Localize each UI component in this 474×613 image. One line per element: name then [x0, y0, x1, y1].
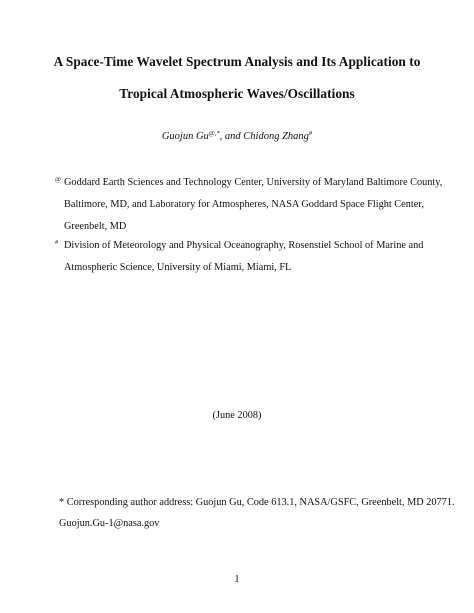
- author-2-affiliation-marks: #: [308, 130, 313, 137]
- author-name-2: Chidong Zhang: [243, 131, 309, 142]
- author-name-1: Guojun Gu: [161, 131, 209, 142]
- page-number: 1: [234, 574, 240, 585]
- affiliation-2-text-1: Division of Meteorology and Physical Oceanography, Rosenstiel School of Marine and: [64, 240, 424, 251]
- affiliation-1: [54, 176, 443, 242]
- affiliation-1-text-3: Greenbelt, MD: [64, 221, 127, 232]
- paper-title-line-1: A Space-Time Wavelet Spectrum Analysis and Its Application to: [53, 54, 421, 69]
- affiliation-1-text-1: Goddard Earth Sciences and Technology Center, University of Maryland Baltimore County,: [64, 177, 443, 188]
- affiliation-2-line-2: [54, 261, 420, 283]
- affiliation-2-text-2: Atmospheric Science, University of Miami, Miami, FL: [64, 262, 292, 273]
- publication-date: (June 2008): [212, 410, 262, 421]
- affiliation-2-marker: #: [55, 239, 59, 246]
- affiliation-2: [54, 239, 424, 283]
- author-list: [0, 131, 474, 142]
- corresponding-author-address: * Corresponding author address: Guojun Gu, Code 613.1, NASA/GSFC, Greenbelt, MD 20771.: [59, 497, 455, 508]
- paper-title-line-2: Tropical Atmospheric Waves/Oscillations: [119, 86, 355, 101]
- affiliation-1-line-1: [54, 176, 443, 198]
- affiliation-1-text-2: Baltimore, MD, and Laboratory for Atmospheres, NASA Goddard Space Flight Center,: [64, 199, 424, 210]
- affiliation-1-marker: @: [55, 176, 61, 183]
- author-separator: , and: [219, 131, 244, 142]
- corresponding-author-email[interactable]: Guojun.Gu-1@nasa.gov: [59, 518, 160, 529]
- affiliation-2-line-1: [54, 239, 424, 261]
- author-1-affiliation-marks: @,*: [208, 130, 220, 137]
- affiliation-1-line-2: [54, 198, 424, 220]
